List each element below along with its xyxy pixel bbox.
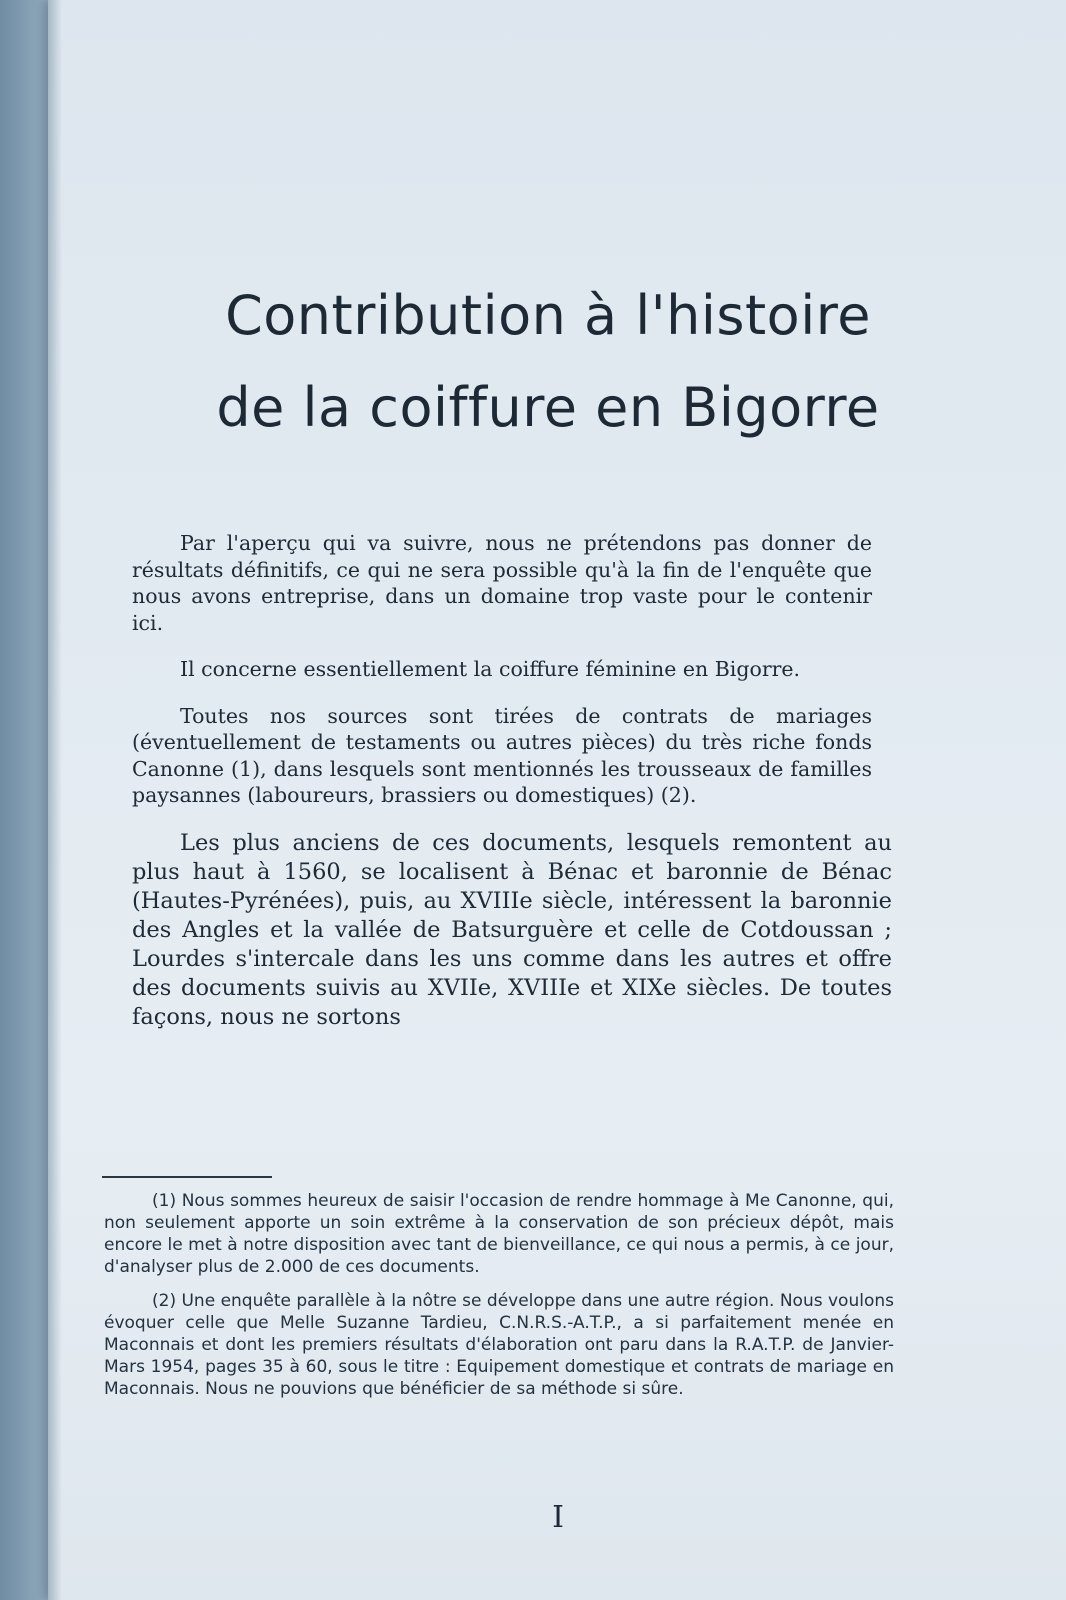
paragraph-intro: Par l'aperçu qui va suivre, nous ne prétendons pas donner de résultats définitifs, ce qui ne sera possible qu'à la fin de l'enquête que nous avons entreprise, dans un domaine trop vaste pour le contenir ici. — [132, 531, 872, 635]
book-page — [48, 0, 1066, 1600]
footnotes — [104, 1190, 894, 1412]
paragraph-scope: Il concerne essentiellement la coiffure féminine en Bigorre. — [180, 657, 801, 681]
title-line-2: de la coiffure en Bigorre — [216, 376, 880, 439]
title-line-1: Contribution à l'histoire — [225, 284, 871, 347]
page-number: I — [552, 1500, 564, 1535]
footnote-separator — [102, 1176, 272, 1178]
article-title — [138, 270, 958, 454]
page-gutter-shadow — [48, 0, 62, 1600]
footnote-2: (2) Une enquête parallèle à la nôtre se développe dans une autre région. Nous voulons évoquer celle que Melle Suzanne Tardieu, C.N.R.S.-A.T.P., a si parfaitement menée en Maconnais et dont les premiers résultats d'élaboration ont paru dans la R.A.T.P. de Janvier-Mars 1954, pages 35 à 60, sous le titre : Equipement domestique et contrats de mariage en Maconnais. Nous ne pouvions que bénéficier de sa méthode si sûre. — [104, 1291, 894, 1399]
article-body — [132, 530, 892, 1052]
footnote-1: (1) Nous sommes heureux de saisir l'occasion de rendre hommage à Me Canonne, qui, non seulement apporte un soin extrême à la conservation de son précieux dépôt, mais encore le met à notre disposition avec tant de bienveillance, ce qui nous a permis, à ce jour, d'analyser plus de 2.000 de ces documents. — [104, 1191, 894, 1277]
paragraph-documents: Les plus anciens de ces documents, lesquels remontent au plus haut à 1560, se localisent à Bénac et baronnie de Bénac (Hautes-Pyrénées), puis, au XVIIIe siècle, intéressent la baronnie des Angles et la vallée de Batsurguère et celle de Cotdoussan ; Lourdes s'intercale dans les uns comme dans les autres et offre des documents suivis au XVIIe, XVIIIe et XIXe siècles. De toutes façons, nous ne sortons — [132, 829, 892, 1030]
paragraph-sources: Toutes nos sources sont tirées de contrats de mariages (éventuellement de testaments ou autres pièces) du très riche fonds Canonne (1), dans lesquels sont mentionnés les trousseaux de familles paysannes (laboureurs, brassiers ou domestiques) (2). — [132, 703, 872, 807]
